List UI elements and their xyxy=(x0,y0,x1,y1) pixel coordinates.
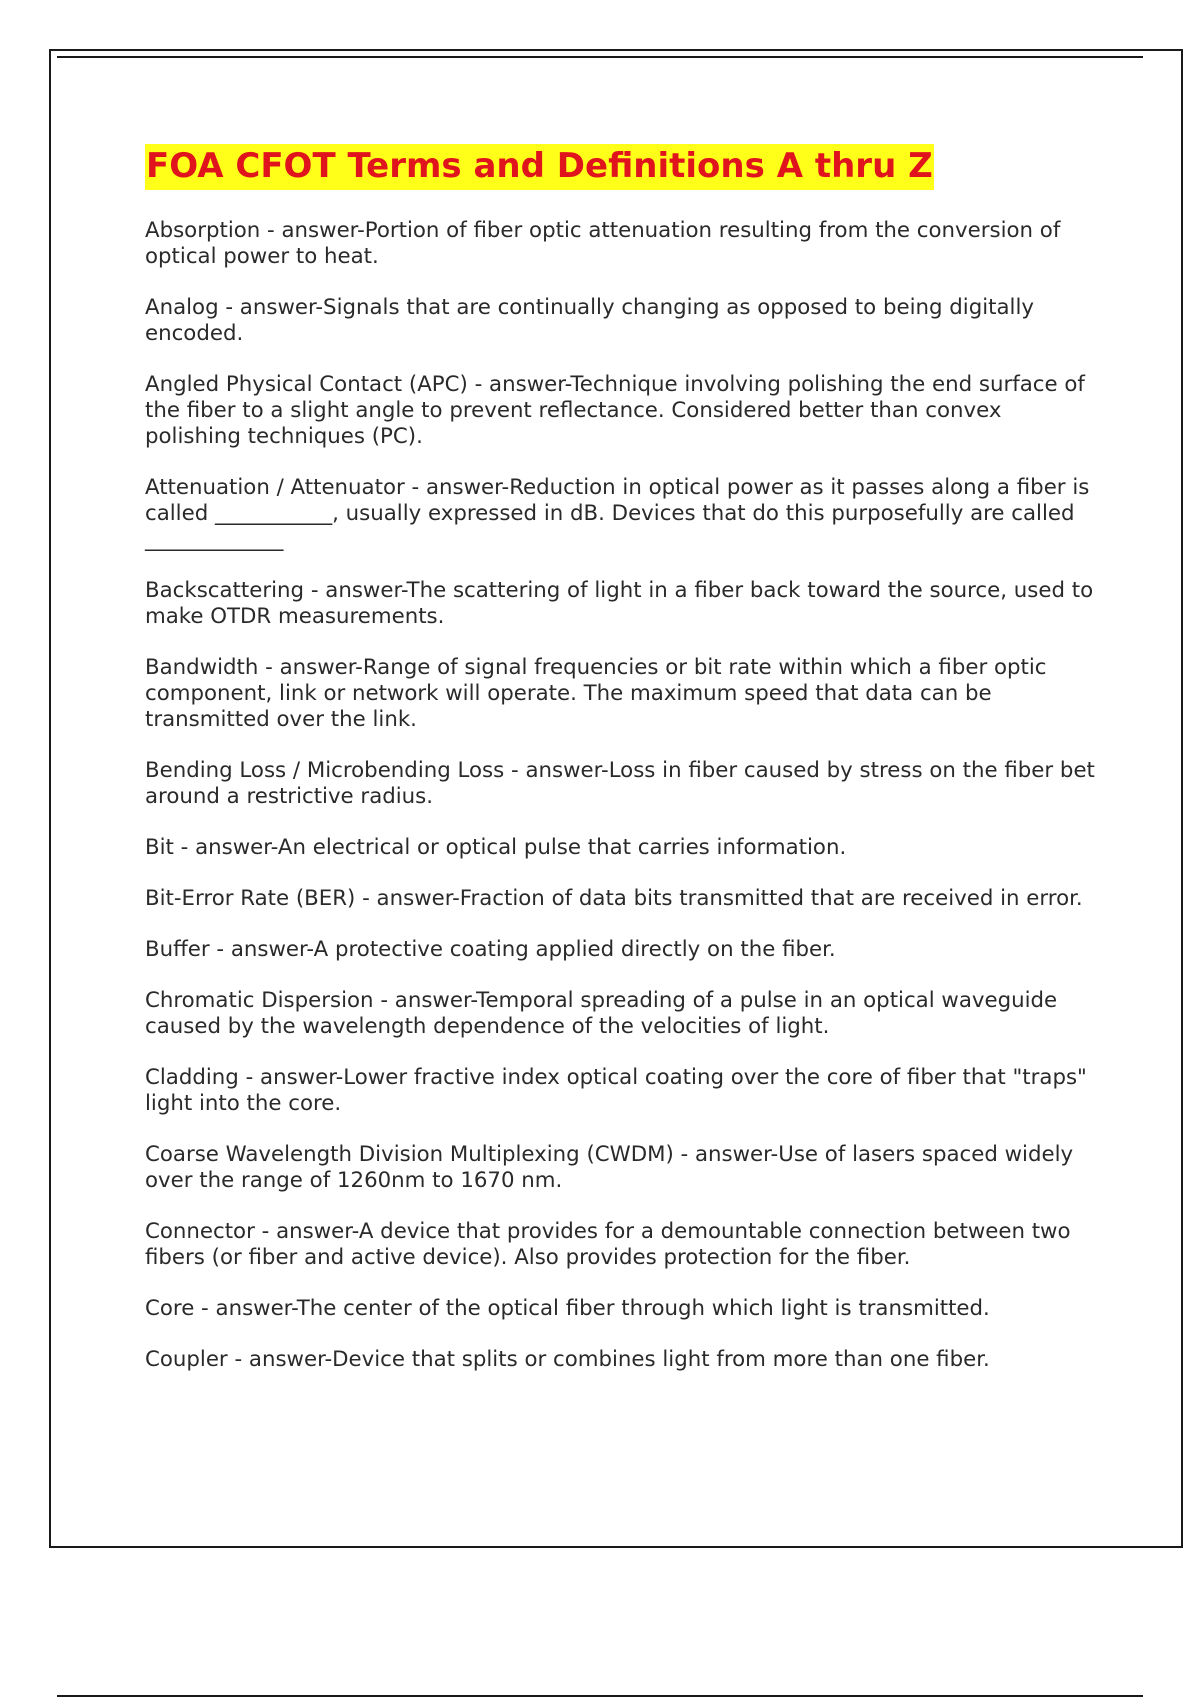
term-entry: Core - answer-The center of the optical fiber through which light is transmitted. xyxy=(145,1296,990,1321)
document-content xyxy=(145,144,1095,1398)
term-entry: Cladding - answer-Lower fractive index optical coating over the core of fiber that "traps" light into the core. xyxy=(145,1065,1087,1116)
document-title: FOA CFOT Terms and Definitions A thru Z xyxy=(145,144,934,190)
term-entry: Bit - answer-An electrical or optical pulse that carries information. xyxy=(145,835,847,860)
term-entry: Coupler - answer-Device that splits or combines light from more than one fiber. xyxy=(145,1347,990,1372)
term-entry: Bit-Error Rate (BER) - answer-Fraction of data bits transmitted that are received in error. xyxy=(145,886,1083,911)
bottom-rule xyxy=(57,1695,1143,1697)
term-entry: Backscattering - answer-The scattering of light in a fiber back toward the source, used to make OTDR measurements. xyxy=(145,578,1094,629)
term-entry: Chromatic Dispersion - answer-Temporal spreading of a pulse in an optical waveguide caused by the wavelength dependence of the velocities of light. xyxy=(145,988,1058,1039)
term-entry: Coarse Wavelength Division Multiplexing (CWDM) - answer-Use of lasers spaced widely over the range of 1260nm to 1670 nm. xyxy=(145,1142,1074,1193)
term-entry: Connector - answer-A device that provides for a demountable connection between two fibers (or fiber and active device). Also provides protection for the fiber. xyxy=(145,1219,1071,1270)
term-entry: Buffer - answer-A protective coating applied directly on the fiber. xyxy=(145,937,836,962)
term-entry: Bandwidth - answer-Range of signal frequencies or bit rate within which a fiber optic component, link or network will operate. The maximum speed that data can be transmitted over the link. xyxy=(145,655,1047,732)
term-entry: Bending Loss / Microbending Loss - answer-Loss in fiber caused by stress on the fiber bet around a restrictive radius. xyxy=(145,758,1095,809)
term-entry: Analog - answer-Signals that are continually changing as opposed to being digitally encoded. xyxy=(145,295,1034,346)
term-entry: Attenuation / Attenuator - answer-Reduction in optical power as it passes along a fiber is called ___________, usually expressed in dB. Devices that do this purposefully are called _____________ xyxy=(145,475,1090,552)
term-entry: Absorption - answer-Portion of fiber optic attenuation resulting from the conversion of optical power to heat. xyxy=(145,218,1061,269)
term-entry: Angled Physical Contact (APC) - answer-Technique involving polishing the end surface of the fiber to a slight angle to prevent reflectance. Considered better than convex polishing techniques (PC). xyxy=(145,372,1085,449)
terms-list xyxy=(145,218,1095,1373)
